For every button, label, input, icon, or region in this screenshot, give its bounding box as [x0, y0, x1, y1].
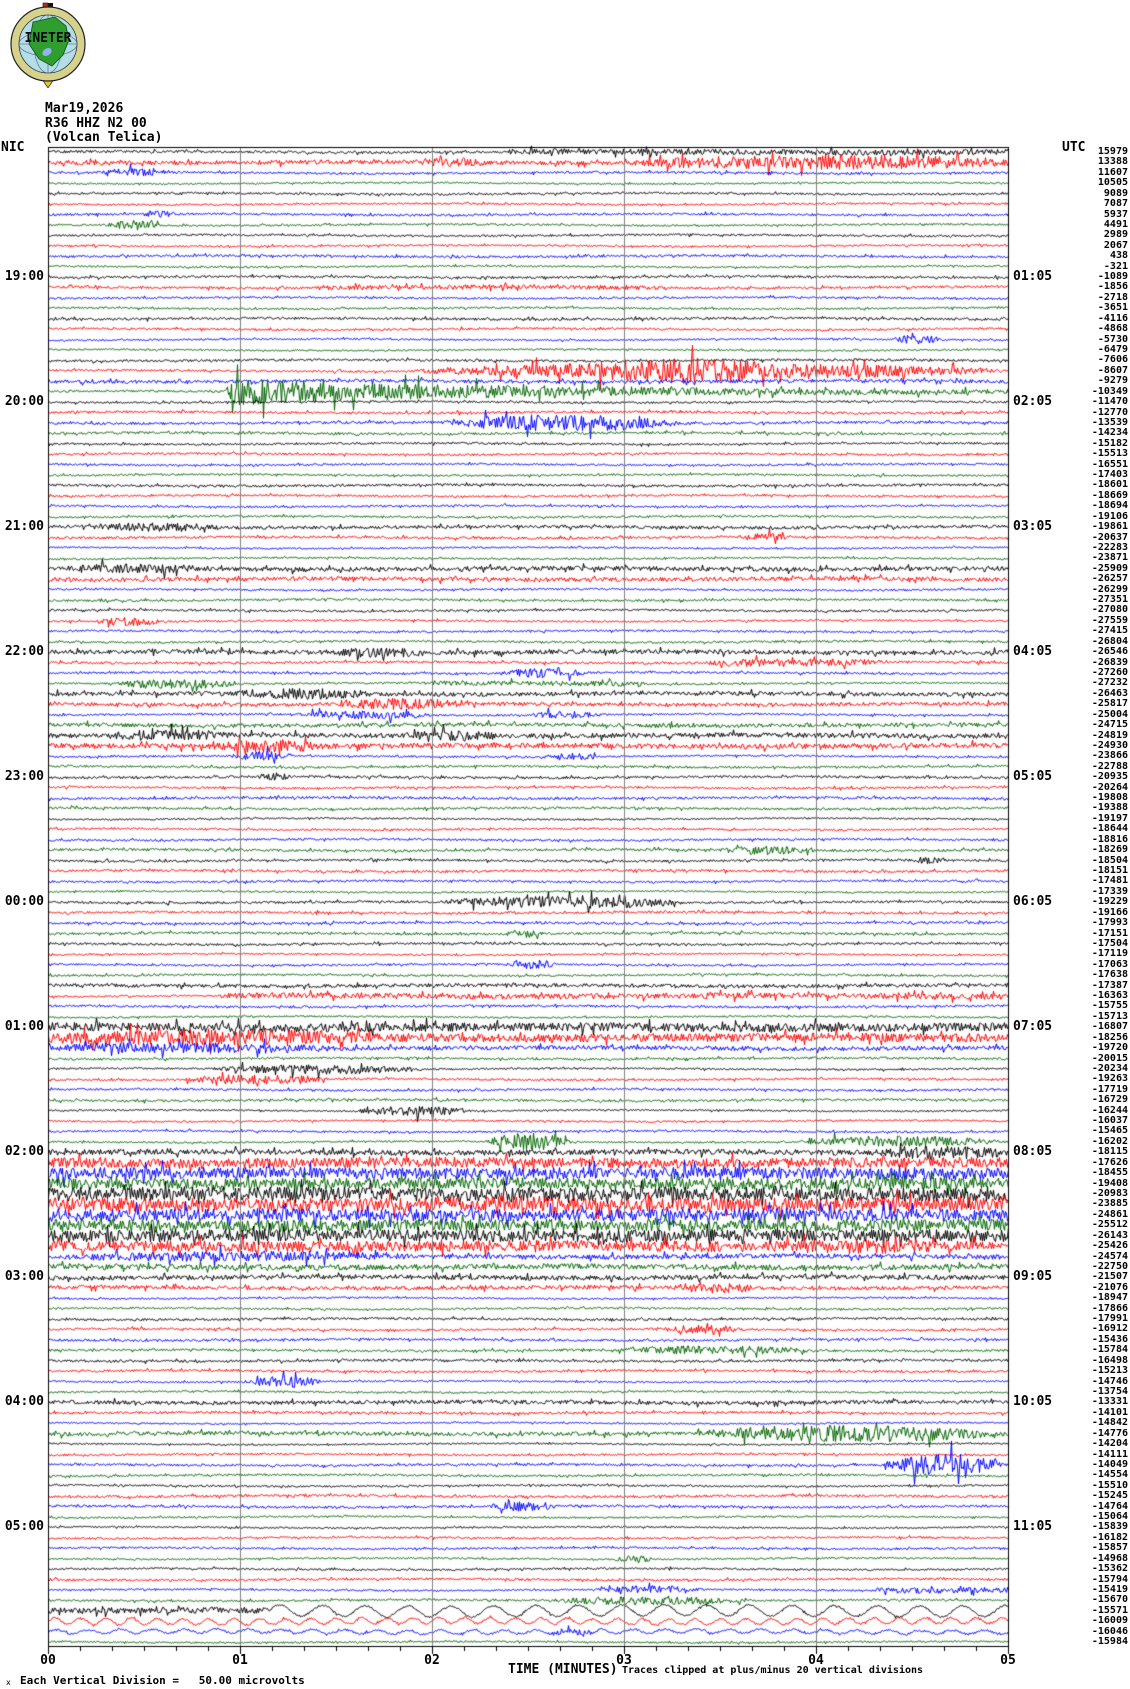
- trace-offset-value: -18644: [1091, 823, 1128, 835]
- trace-offset-value: -17119: [1091, 948, 1128, 960]
- trace-offset-value: -17403: [1091, 469, 1128, 481]
- globe-icon: [5, 2, 91, 88]
- trace-offset-value: -1856: [1097, 281, 1128, 293]
- trace-offset-value: -19263: [1091, 1073, 1128, 1085]
- trace-offset-value: -16037: [1091, 1115, 1128, 1127]
- local-hour-label: 03:00: [4, 1269, 44, 1285]
- trace-offset-value: -14111: [1091, 1448, 1128, 1460]
- ineter-logo: [5, 2, 91, 92]
- trace-offset-value: -14101: [1091, 1406, 1128, 1418]
- trace-offset-value: -26839: [1091, 656, 1128, 668]
- trace-offset-value: -19229: [1091, 896, 1128, 908]
- trace-offset-value: -11470: [1091, 396, 1128, 408]
- trace-offset-value: -17991: [1091, 1313, 1128, 1325]
- x-tick-label: 02: [424, 1653, 440, 1668]
- clipping-note: Traces clipped at plus/minus 20 vertical divisions: [622, 1665, 924, 1676]
- trace-offset-value: -23885: [1091, 1198, 1128, 1210]
- trace-offset-value: -26804: [1091, 635, 1128, 647]
- trace-offset-value: -15436: [1091, 1333, 1128, 1345]
- trace-offset-value: -19408: [1091, 1177, 1128, 1189]
- utc-hour-label: 11:05: [1013, 1519, 1053, 1535]
- trace-offset-value: -21507: [1091, 1271, 1128, 1283]
- local-hour-label: 00:00: [4, 894, 44, 910]
- utc-hour-label: 09:05: [1013, 1269, 1053, 1285]
- trace-offset-value: -15857: [1091, 1542, 1128, 1554]
- trace-offset-value: -4116: [1097, 312, 1128, 324]
- local-hour-label: 04:00: [4, 1394, 44, 1410]
- trace-offset-value: -15213: [1091, 1365, 1128, 1377]
- trace-offset-value: 2067: [1103, 239, 1128, 251]
- trace-offset-value: -17481: [1091, 875, 1128, 887]
- plot-date: Mar19,2026: [45, 101, 124, 116]
- trace-offset-value: 4491: [1103, 218, 1128, 230]
- trace-offset-value: -3651: [1097, 302, 1128, 314]
- trace-offset-value: -16729: [1091, 1094, 1128, 1106]
- trace-offset-value: -20264: [1091, 781, 1128, 793]
- trace-offset-value: 9089: [1103, 187, 1128, 199]
- trace-offset-value: 15979: [1097, 146, 1128, 157]
- trace-offset-value: -15571: [1091, 1604, 1128, 1616]
- trace-offset-value: -15839: [1091, 1521, 1128, 1533]
- station-location: (Volcan Telica): [45, 130, 163, 145]
- trace-offset-value: -19388: [1091, 802, 1128, 814]
- trace-offset-value: -19197: [1091, 812, 1128, 824]
- trace-offset-value: -16912: [1091, 1323, 1128, 1335]
- trace-offset-value: -24715: [1091, 719, 1128, 731]
- trace-offset-value: -26257: [1091, 573, 1128, 585]
- trace-offset-value: -27080: [1091, 604, 1128, 616]
- trace-offset-value: -14746: [1091, 1375, 1128, 1387]
- trace-offset-value: -17387: [1091, 979, 1128, 991]
- trace-offset-value: -20935: [1091, 771, 1128, 783]
- trace-offset-value: -10349: [1091, 385, 1128, 397]
- utc-hour-label: 01:05: [1013, 269, 1053, 285]
- trace-offset-value: -18694: [1091, 500, 1128, 512]
- trace-offset-value: -24574: [1091, 1250, 1128, 1262]
- trace-offset-value: -27559: [1091, 614, 1128, 626]
- trace-offset-value: -15784: [1091, 1344, 1128, 1356]
- svg-text:INETER: INETER: [24, 31, 72, 46]
- trace-offset-value: -14554: [1091, 1469, 1128, 1481]
- trace-offset-value: -15513: [1091, 448, 1128, 460]
- trace-offset-value: -18816: [1091, 833, 1128, 845]
- trace-offset-value: -18115: [1091, 1146, 1128, 1158]
- trace-offset-value: -7606: [1097, 354, 1128, 366]
- trace-offset-value: -19720: [1091, 1042, 1128, 1054]
- trace-offset-value: -20234: [1091, 1062, 1128, 1074]
- trace-offset-value: -19106: [1091, 510, 1128, 522]
- trace-offset-value: -22750: [1091, 1260, 1128, 1272]
- x-tick-label: 04: [808, 1653, 824, 1668]
- trace-offset-value: -9279: [1097, 375, 1128, 387]
- utc-hour-label: 07:05: [1013, 1019, 1053, 1035]
- trace-offset-value: -16244: [1091, 1104, 1128, 1116]
- trace-offset-value: -26143: [1091, 1229, 1128, 1241]
- trace-offset-value: -24861: [1091, 1208, 1128, 1220]
- utc-hour-label: 05:05: [1013, 769, 1053, 785]
- x-tick-label: 00: [40, 1653, 56, 1668]
- trace-offset-value: -19166: [1091, 906, 1128, 918]
- local-hour-label: 20:00: [4, 394, 44, 410]
- trace-offset-value: 5937: [1103, 208, 1128, 220]
- trace-offset-value: -15064: [1091, 1511, 1128, 1523]
- trace-offset-value: -2718: [1097, 291, 1128, 303]
- trace-offset-value: -16202: [1091, 1135, 1128, 1147]
- trace-offset-value: -14049: [1091, 1458, 1128, 1470]
- local-hour-label: 21:00: [4, 519, 44, 535]
- trace-offset-value: -27351: [1091, 594, 1128, 606]
- trace-offset-value: -15984: [1091, 1636, 1128, 1648]
- utc-hour-label: 06:05: [1013, 894, 1053, 910]
- local-hour-label: 02:00: [4, 1144, 44, 1160]
- trace-offset-value: 7087: [1103, 198, 1128, 210]
- trace-offset-value: -15465: [1091, 1125, 1128, 1137]
- trace-offset-value: -18601: [1091, 479, 1128, 491]
- trace-offset-value: -16807: [1091, 1021, 1128, 1033]
- trace-offset-value: -20637: [1091, 531, 1128, 543]
- trace-offset-value: -15245: [1091, 1490, 1128, 1502]
- trace-offset-value: -16498: [1091, 1354, 1128, 1366]
- local-hour-label: 19:00: [4, 269, 44, 285]
- utc-hour-label: 08:05: [1013, 1144, 1053, 1160]
- vertical-division-note: Each Vertical Division = 50.00 microvolts: [20, 1674, 305, 1687]
- trace-offset-value: -14234: [1091, 427, 1128, 439]
- trace-offset-value: -19861: [1091, 521, 1128, 533]
- trace-offset-value: -18151: [1091, 864, 1128, 876]
- utc-hour-label: 03:05: [1013, 519, 1053, 535]
- trace-offset-value: -20015: [1091, 1052, 1128, 1064]
- corner-mark: x: [6, 1678, 11, 1687]
- trace-offset-value: 13388: [1097, 156, 1128, 168]
- trace-offset-value: -18504: [1091, 854, 1128, 866]
- trace-offset-value: -16009: [1091, 1615, 1128, 1627]
- trace-offset-value: -18947: [1091, 1292, 1128, 1304]
- trace-offset-value: -15510: [1091, 1479, 1128, 1491]
- local-hour-label: 01:00: [4, 1019, 44, 1035]
- trace-offset-value: -13539: [1091, 416, 1128, 428]
- trace-offset-value: -16363: [1091, 990, 1128, 1002]
- trace-offset-value: -15182: [1091, 437, 1128, 449]
- trace-offset-value: -18669: [1091, 489, 1128, 501]
- trace-offset-value: -5730: [1097, 333, 1128, 345]
- trace-offset-value: -25909: [1091, 562, 1128, 574]
- x-tick-label: 03: [616, 1653, 632, 1668]
- local-hour-label: 22:00: [4, 644, 44, 660]
- trace-offset-value: -24930: [1091, 739, 1128, 751]
- trace-offset-value: -25817: [1091, 698, 1128, 710]
- trace-offset-value: -17719: [1091, 1083, 1128, 1095]
- trace-offset-value: 438: [1109, 250, 1128, 262]
- trace-offset-value: -19808: [1091, 792, 1128, 804]
- trace-offset-value: -23871: [1091, 552, 1128, 564]
- x-axis-title: TIME (MINUTES): [508, 1662, 618, 1677]
- trace-offset-value: -26546: [1091, 646, 1128, 658]
- trace-offset-value: 11607: [1097, 166, 1128, 178]
- left-axis-name: NIC: [1, 140, 25, 155]
- utc-hour-label: 02:05: [1013, 394, 1053, 410]
- trace-offset-value: -13754: [1091, 1385, 1128, 1397]
- trace-offset-value: -8607: [1097, 364, 1128, 376]
- trace-offset-value: -27415: [1091, 625, 1128, 637]
- trace-offset-value: -14842: [1091, 1417, 1128, 1429]
- trace-offset-value: -21076: [1091, 1281, 1128, 1293]
- x-tick-label: 05: [1000, 1653, 1016, 1668]
- trace-offset-value: -25512: [1091, 1219, 1128, 1231]
- station-code: R36 HHZ N2 00: [45, 116, 147, 131]
- trace-offset-value: -16182: [1091, 1531, 1128, 1543]
- trace-offset-value: -24819: [1091, 729, 1128, 741]
- utc-hour-label: 10:05: [1013, 1394, 1053, 1410]
- trace-offset-value: -6479: [1097, 343, 1128, 355]
- trace-offset-value: -4868: [1097, 323, 1128, 335]
- trace-offset-value: -26463: [1091, 687, 1128, 699]
- trace-offset-value: -23866: [1091, 750, 1128, 762]
- trace-offset-value: -17151: [1091, 927, 1128, 939]
- x-tick-label: 01: [232, 1653, 248, 1668]
- trace-offset-value: -14764: [1091, 1500, 1128, 1512]
- trace-offset-value: -321: [1103, 260, 1128, 272]
- trace-offset-value: -22788: [1091, 760, 1128, 772]
- trace-offset-value: -18256: [1091, 1031, 1128, 1043]
- trace-offset-value: -20983: [1091, 1188, 1128, 1199]
- trace-offset-value: -17504: [1091, 937, 1128, 949]
- trace-offset-value: -14968: [1091, 1552, 1128, 1564]
- trace-offset-value: -17626: [1091, 1156, 1128, 1168]
- trace-offset-value: 10505: [1097, 177, 1128, 189]
- trace-offset-value: -18269: [1091, 844, 1128, 856]
- trace-offset-value: -15755: [1091, 1000, 1128, 1012]
- trace-offset-value: -27260: [1091, 667, 1128, 678]
- trace-offset-value: -18455: [1091, 1167, 1128, 1179]
- trace-offset-value: -17993: [1091, 917, 1128, 929]
- trace-offset-value: -16551: [1091, 458, 1128, 470]
- local-hour-label: 23:00: [4, 769, 44, 785]
- trace-offset-value: -25004: [1091, 708, 1128, 720]
- trace-offset-value: -1089: [1097, 271, 1128, 283]
- trace-offset-value: -13331: [1091, 1396, 1128, 1408]
- trace-offset-value: -27232: [1091, 677, 1128, 689]
- trace-offset-value: -14204: [1091, 1438, 1128, 1450]
- trace-offset-value: -15670: [1091, 1594, 1128, 1606]
- right-axis-name: UTC: [1062, 140, 1086, 155]
- trace-offset-value: -14776: [1091, 1427, 1128, 1439]
- utc-hour-label: 04:05: [1013, 644, 1053, 660]
- trace-offset-value: -15794: [1091, 1573, 1128, 1585]
- trace-offset-value: -17339: [1091, 885, 1128, 897]
- local-hour-label: 05:00: [4, 1519, 44, 1535]
- trace-offset-value: -16046: [1091, 1625, 1128, 1637]
- trace-offset-value: -22283: [1091, 541, 1128, 553]
- trace-offset-value: -15713: [1091, 1010, 1128, 1022]
- trace-offset-value: -26299: [1091, 583, 1128, 595]
- trace-offset-value: 2989: [1103, 229, 1128, 241]
- trace-offset-value: -17063: [1091, 958, 1128, 970]
- trace-offset-value: -17866: [1091, 1302, 1128, 1314]
- trace-offset-value: -15419: [1091, 1583, 1128, 1595]
- trace-offset-value: -12770: [1091, 406, 1128, 418]
- trace-offset-value: -17638: [1091, 969, 1128, 981]
- trace-offset-value: -25426: [1091, 1240, 1128, 1252]
- trace-offset-value: -15362: [1091, 1563, 1128, 1575]
